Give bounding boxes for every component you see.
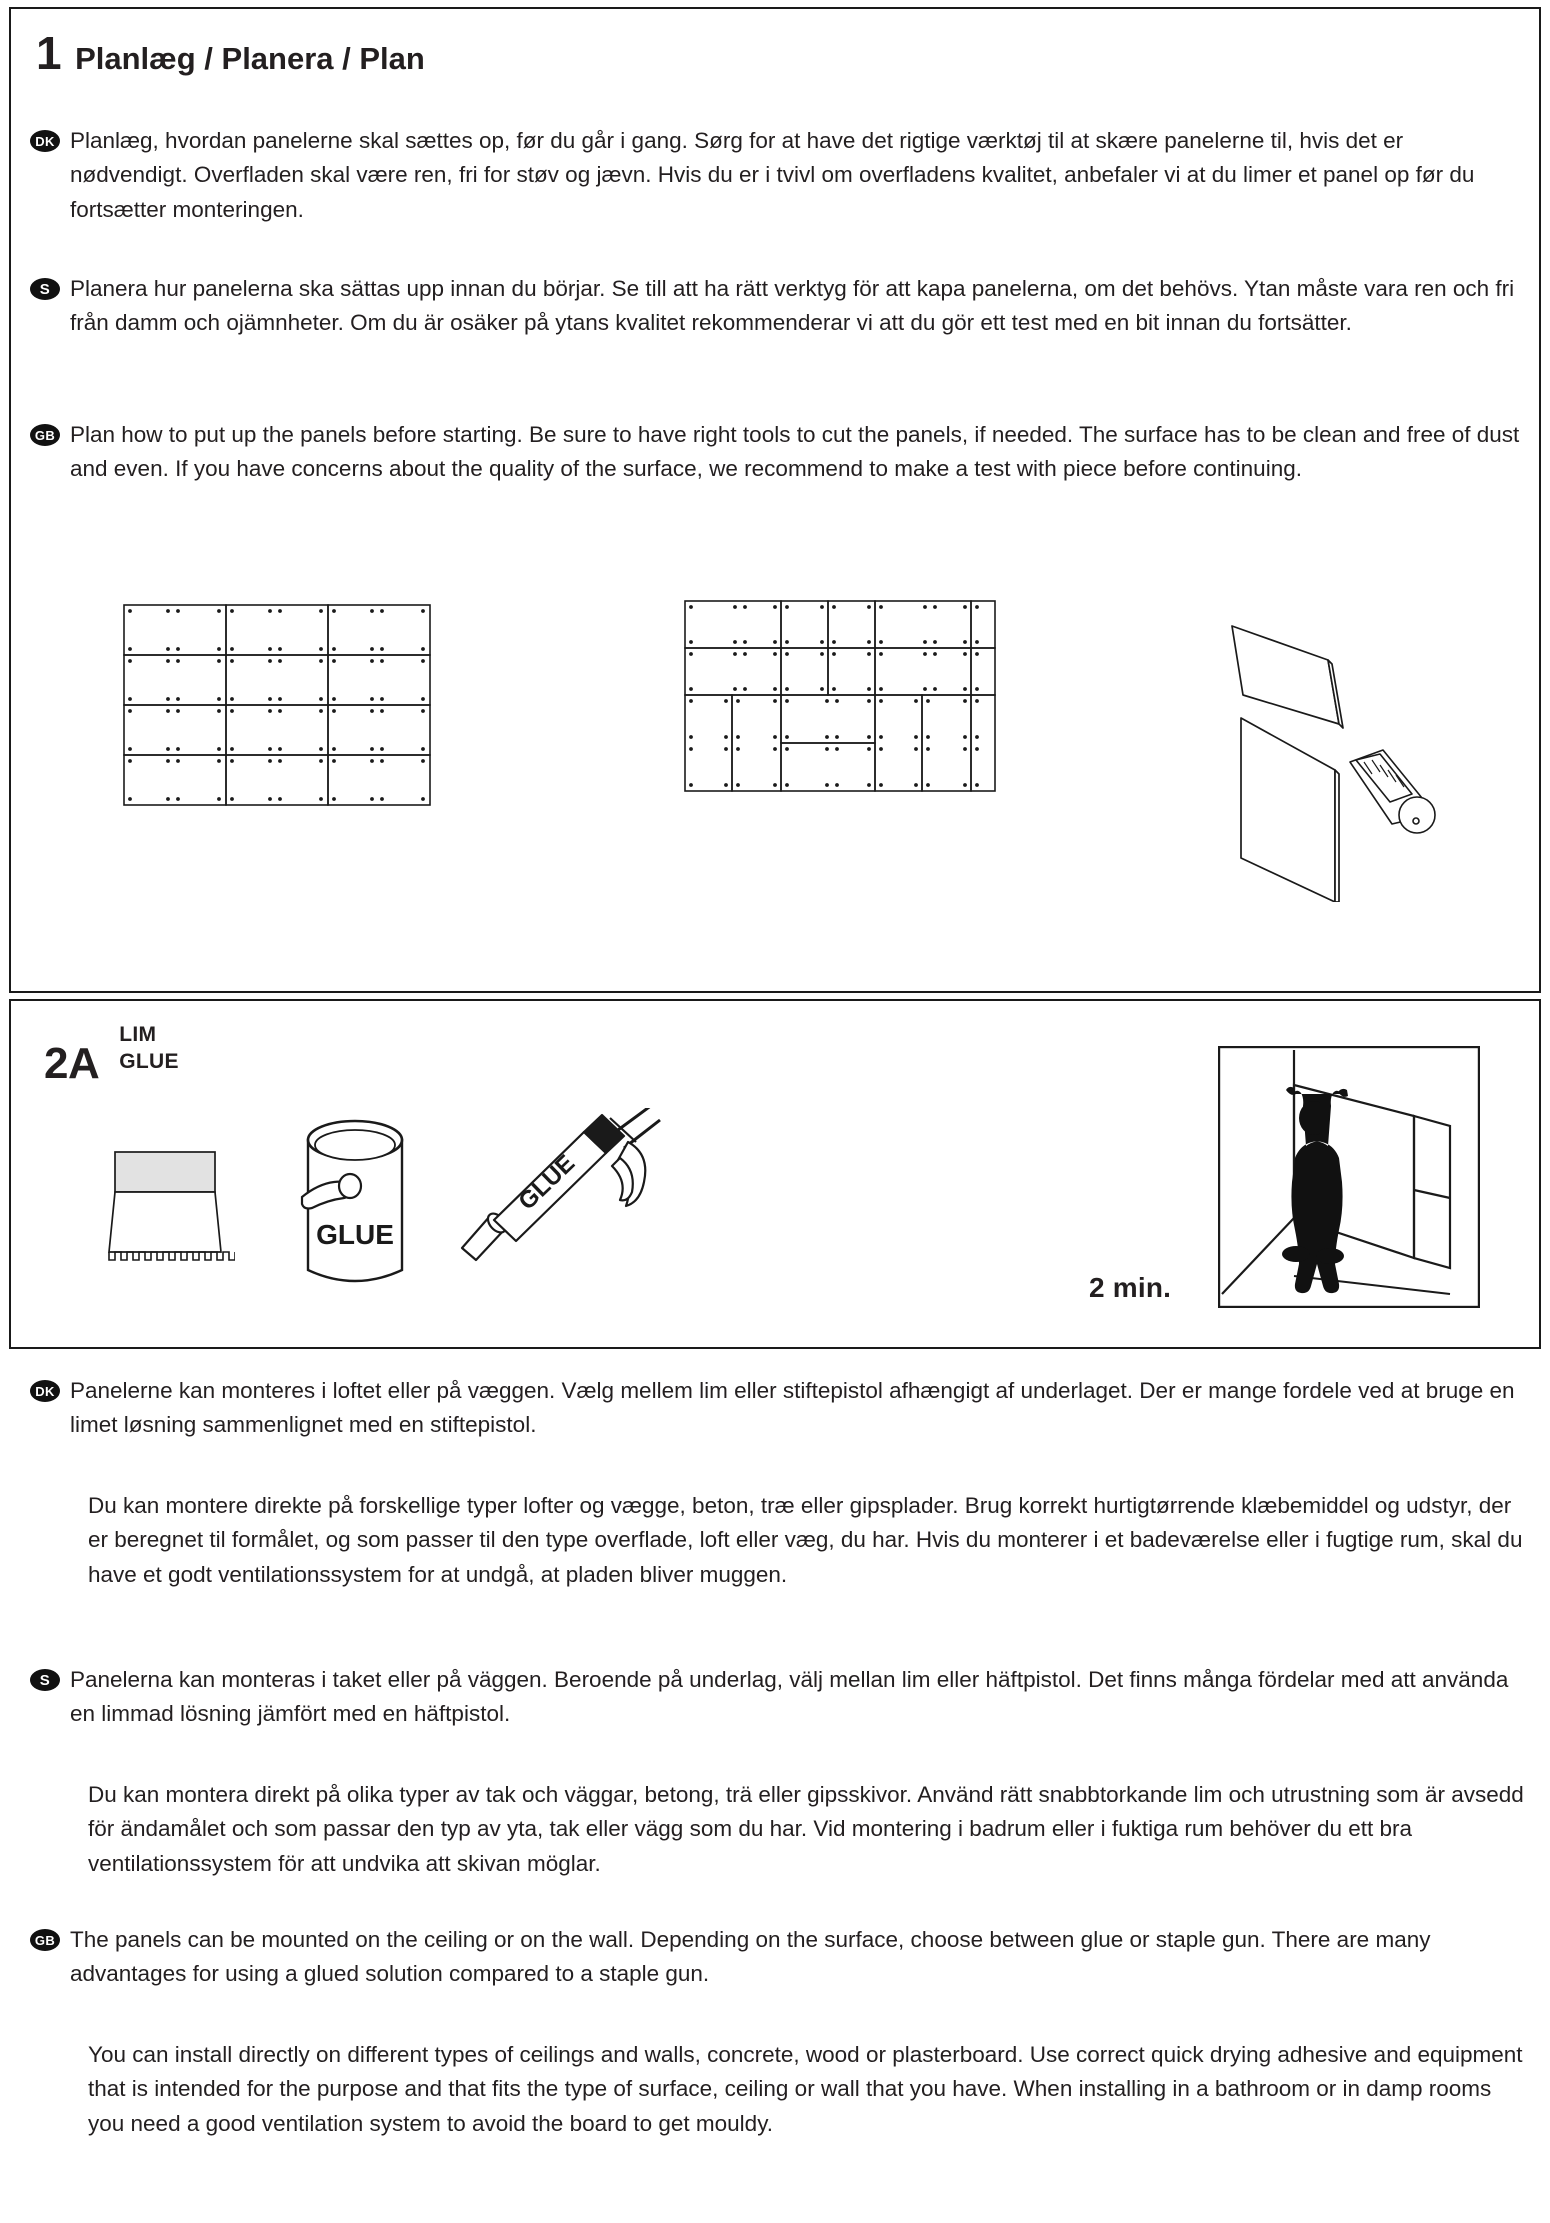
step-1-language-block-gb [30,418,1530,487]
step-1-number: 1 [36,27,62,79]
caulking-gun-label: GLUE [513,1149,581,1216]
step-1-heading [36,27,425,79]
paragraph: Planera hur panelerna ska sättas upp innan du börjar. Se till att ha rätt verktyg för att kapa panelerna, om det behövs. Ytan måste vara ren och fri från damm och ojämnheter. Om du är osäker på ytans kvalitet rekommenderar vi att du gör ett test med en bit innan du fortsätter. [70,276,1515,336]
step-2a-language-block-gb [30,1923,1530,1992]
paragraph: The panels can be mounted on the ceiling or on the wall. Depending on the surface, choose between glue or staple gun. There are many advantages for using a glued solution compared to a staple gun. [70,1927,1431,1987]
keyword-glue: GLUE [119,1049,179,1073]
step-1-text-gb [70,418,1525,487]
person-pressing-panel-scene [1218,1046,1480,1308]
badge-gb-icon: GB [30,424,60,446]
badge-s-icon: S [30,278,60,300]
panel-layout-grid-regular-diagram [123,604,433,809]
step-2a-number: 2A [44,1039,100,1088]
step-1-language-block-dk [30,124,1530,227]
step-2a-text-s-p2: Du kan montera direkt på olika typer av tak och väggar, betong, trä eller gipsskivor. Använd rätt snabbtorkande lim och utrustning som är avsedd för ändamålet och som passar den typ av yta, tak eller vägg som du har. Vid montering i badrum eller i fuktiga rum behöver du ett bra ventilationssystem för att undvika att skivan möglar. [88,1782,1524,1876]
timer-label: 2 min. [1089,1272,1172,1303]
notched-trowel-icon [95,1148,235,1268]
glue-bucket-icon [290,1112,420,1297]
panel-layout-grid-staggered-diagram [684,600,996,810]
glue-bucket-label: GLUE [316,1219,394,1250]
step-1-text-s [70,272,1525,341]
badge-s-icon: S [30,1669,60,1691]
step-1-text-dk [70,124,1525,227]
step-2a-text-dk-p1 [70,1374,1525,1443]
step-2a-text-gb-p2: You can install directly on different types of ceilings and walls, concrete, wood or plasterboard. Use correct quick drying adhesive and equipment that is intended for the purpose and that fits the type of surface, ceiling or wall that you have. When installing in a bathroom or in damp rooms you need a good ventilation system to avoid the board to get mouldy. [88,2042,1523,2136]
keyword-lim: LIM [119,1023,157,1046]
paragraph: Panelerna kan monteras i taket eller på väggen. Beroende på underlag, välj mellan lim eller häftpistol. Det finns många fördelar med att använda en limmad lösning jämfört med en häftpistol. [70,1667,1509,1727]
badge-dk-icon: DK [30,1380,60,1402]
step-2a-text-dk-p2: Du kan montere direkte på forskellige typer lofter og vægge, beton, træ eller gipsplader. Brug korrekt hurtigtørrende klæbemiddel og udstyr, der er beregnet til formålet, og som passer til den type overflade, loft eller væg, du har. Hvis du monterer i et badeværelse eller i fugtige rum, skal du have et godt ventilationssystem for at undgå, at pladen bliver muggen. [88,1493,1523,1587]
step-1-language-block-s [30,272,1530,341]
step-2a-text-s-p1 [70,1663,1525,1732]
paragraph: Panelerne kan monteres i loftet eller på væggen. Vælg mellem lim eller stiftepistol afhængigt af underlaget. Der er mange fordele ved at bruge en limet løsning sammenlignet med en stiftepistol. [70,1378,1515,1438]
step-2a-language-block-dk [30,1374,1530,1443]
step-2a-heading [44,1022,179,1086]
step-1-title: Planlæg / Planera / Plan [75,41,425,76]
step-2a-keywords [119,1022,179,1076]
step-2a-text-gb-p1 [70,1923,1525,1992]
step-2a-language-block-s [30,1663,1530,1732]
paragraph: Planlæg, hvordan panelerne skal sættes op, før du går i gang. Sørg for at have det rigtige værktøj til at skære panelerne til, hvis det er nødvendigt. Overfladen skal være ren, fri for støv og jævn. Hvis du er i tvivl om overfladens kvalitet, anbefaler vi at du limer et panel op før du fortsætter monteringen. [70,128,1475,222]
badge-gb-icon: GB [30,1929,60,1951]
paragraph: Plan how to put up the panels before starting. Be sure to have right tools to cut the panels, if needed. The surface has to be clean and free of dust and even. If you have concerns about the quality of the surface, we recommend to make a test with piece before continuing. [70,422,1520,482]
panels-and-utility-knife-diagram [1180,602,1460,902]
badge-dk-icon: DK [30,130,60,152]
caulking-gun-icon [460,1108,680,1288]
